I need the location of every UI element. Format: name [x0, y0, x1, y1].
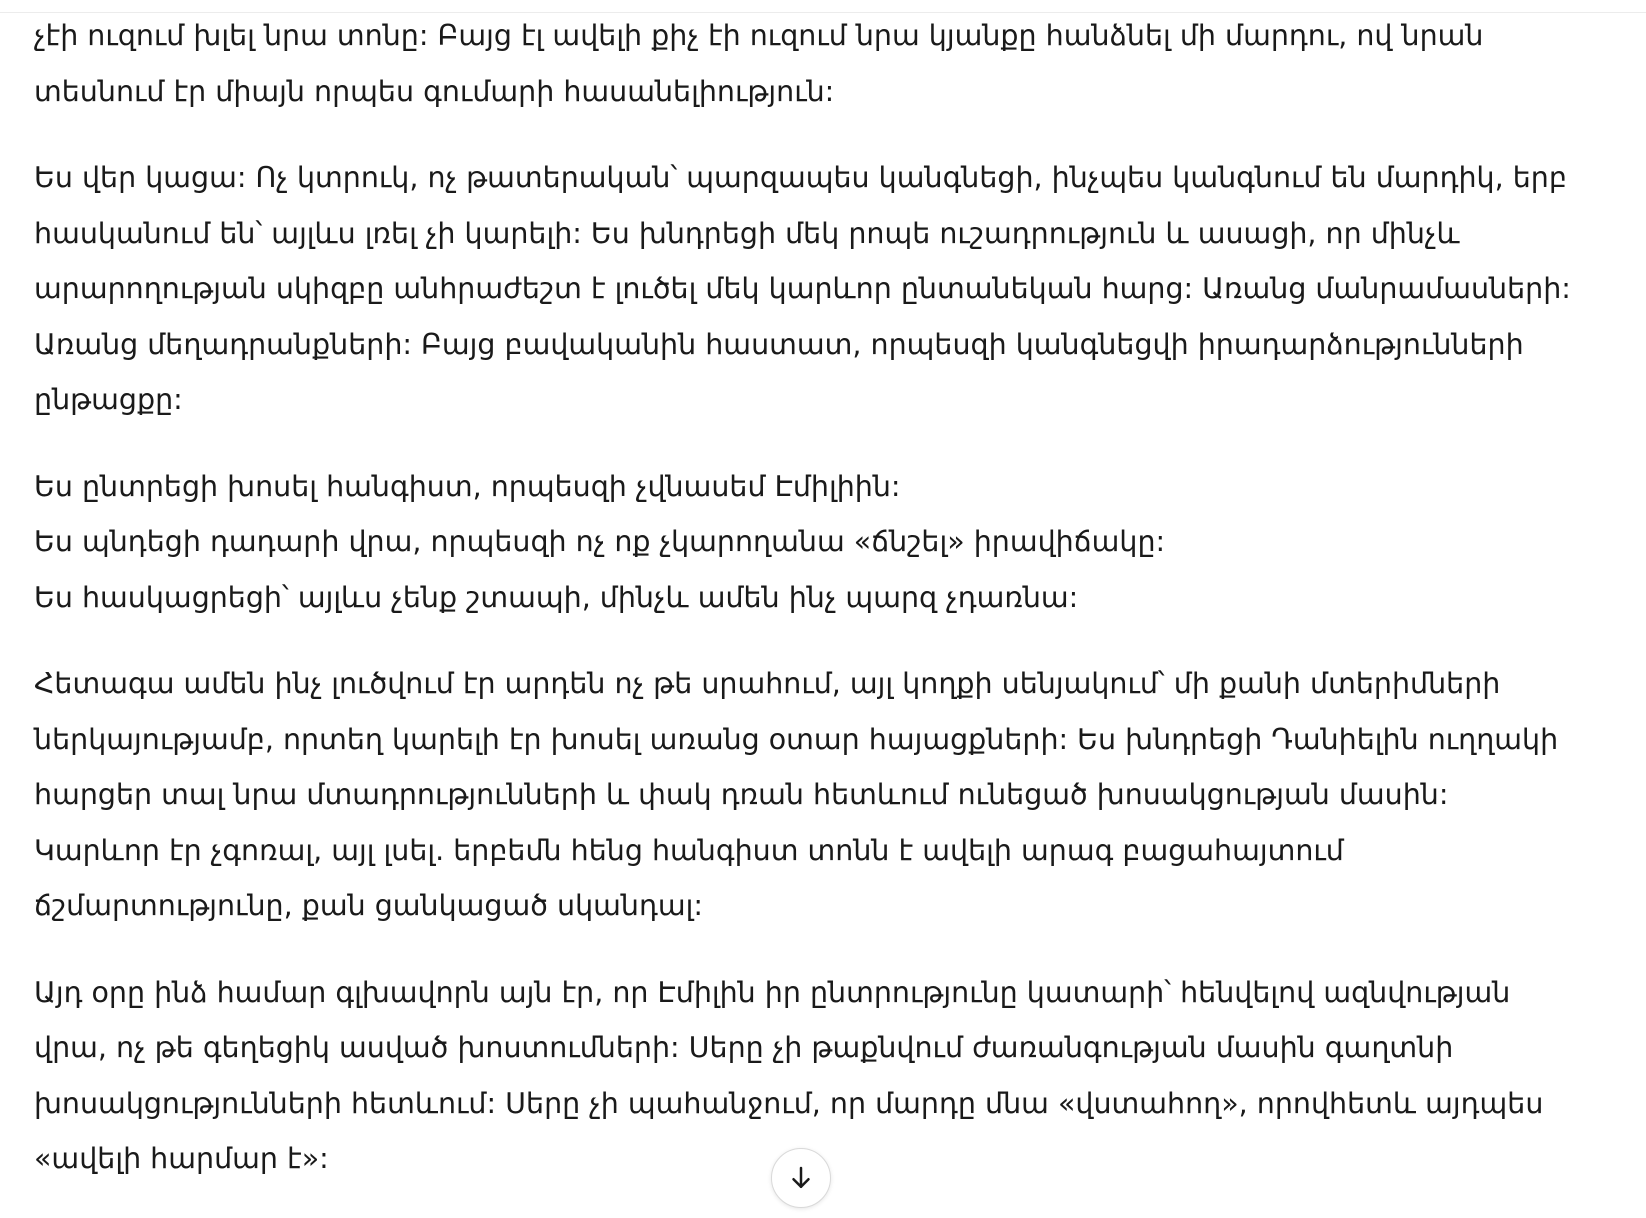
text-line: «ավելի հարմար է»:: [34, 1142, 329, 1175]
text-line: ընթացքը:: [34, 383, 183, 416]
text-line: Առանց մեղադրանքների: Բայց բավականին հաստատ, որպեսզի կանգնեցվի իրադարձությունների: [34, 327, 1524, 361]
text-line: տեսնում էր միայն որպես գումարի հասանելիություն:: [34, 74, 835, 108]
text-line: հարցեր տալ նրա մտադրությունների և փակ դռան հետևում ունեցած խոսակցության մասին:: [34, 778, 1449, 811]
text-line: Ես հասկացրեցի՝ այլևս չենք շտապի, մինչև ամեն ինչ պարզ չդառնա:: [34, 580, 1079, 614]
text-line: հասկանում են՝ այլևս լռել չի կարելի: Ես խնդրեցի մեկ րոպե ուշադրություն և ասացի, որ մինչև: [34, 216, 1460, 250]
paragraph-2: [34, 150, 1594, 428]
text-line: ճշմարտությունը, քան ցանկացած սկանդալ:: [34, 889, 703, 922]
paragraph-4: [34, 656, 1594, 934]
text-line: Այդ օրը ինձ համար գլխավորն այն էր, որ Էմիլին իր ընտրությունը կատարի՝ հենվելով ազնվության: [34, 975, 1511, 1009]
text-line: Հետագա ամեն ինչ լուծվում էր արդեն ոչ թե սրահում, այլ կողքի սենյակում՝ մի քանի մտերիմների: [34, 667, 1501, 700]
text-line: ներկայությամբ, որտեղ կարելի էր խոսել առանց օտար հայացքների: Ես խնդրեցի Դանիելին ուղղակի: [34, 722, 1559, 756]
text-line: Կարևոր էր չգոռալ, այլ լսել. երբեմն հենց հանգիստ տոնն է ավելի արագ բացահայտում: [34, 833, 1344, 867]
text-line: արարողության սկիզբը անհրաժեշտ է լուծել մեկ կարևոր ընտանեկան հարց: Առանց մանրամասների:: [34, 272, 1571, 305]
message-content: [34, 8, 1594, 1218]
scroll-to-bottom-button[interactable]: [771, 1148, 831, 1208]
paragraph-3: [34, 459, 1594, 626]
text-line: խոսակցությունների հետևում: Սերը չի պահանջում, որ մարդը մնա «վստահող», որովհետև այդպես: [34, 1086, 1544, 1120]
arrow-down-icon: [786, 1163, 816, 1193]
text-line: չէի ուզում խլել նրա տոնը: Բայց էլ ավելի քիչ էի ուզում նրա կյանքը հանձնել մի մարդու, ով նրան: [34, 19, 1484, 52]
text-line: Ես պնդեցի դադարի վրա, որպեսզի ոչ ոք չկարողանա «ճնշել» իրավիճակը:: [34, 525, 1166, 558]
text-line: Ես ընտրեցի խոսել հանգիստ, որպեսզի չվնասեմ Էմիլիին:: [34, 469, 901, 503]
paragraph-1: [34, 8, 1594, 119]
text-line: վրա, ոչ թե գեղեցիկ ասված խոստումների: Սերը չի թաքնվում ժառանգության մասին գաղտնի: [34, 1031, 1454, 1064]
text-line: Ես վեր կացա: Ոչ կտրուկ, ոչ թատերական՝ պարզապես կանգնեցի, ինչպես կանգնում են մարդիկ, երբ: [34, 161, 1567, 194]
